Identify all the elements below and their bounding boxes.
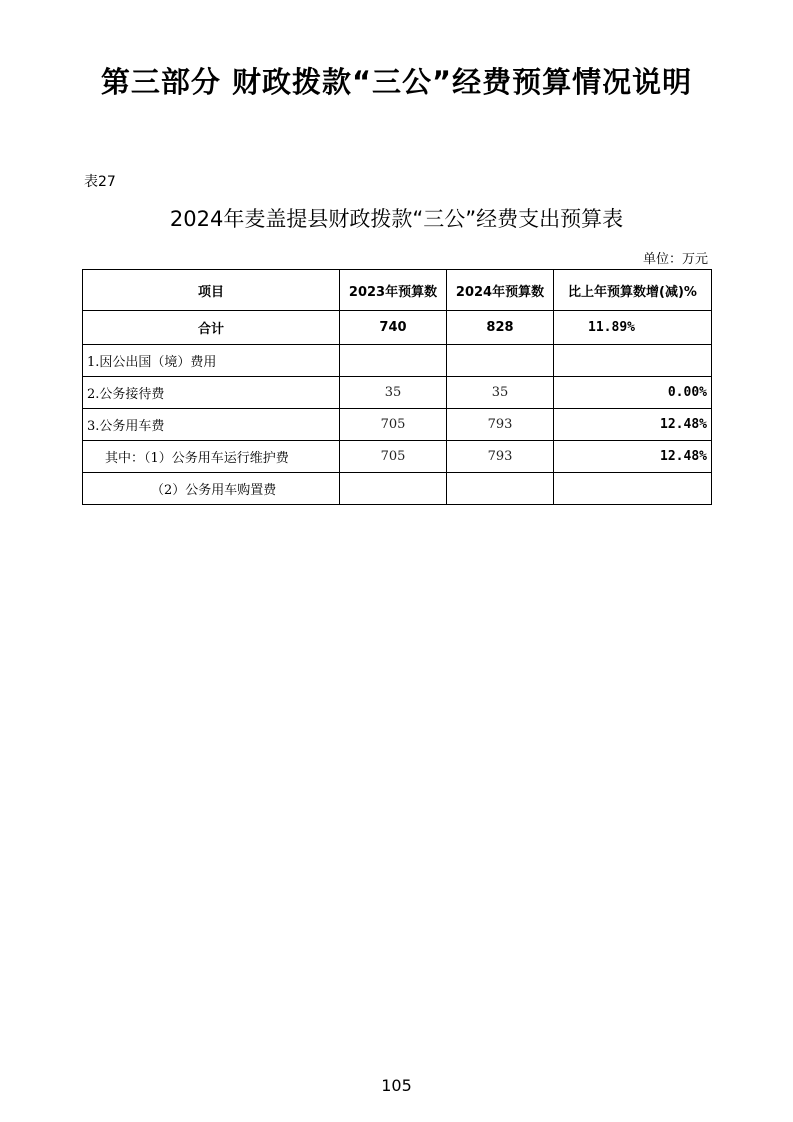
row-2024 <box>447 473 554 505</box>
row-name: 3.公务用车费 <box>83 409 340 441</box>
budget-table <box>82 269 712 505</box>
row-2024: 35 <box>447 377 554 409</box>
page-number: 105 <box>381 1076 412 1095</box>
total-change: 11.89% <box>554 311 712 345</box>
total-row <box>83 311 712 345</box>
table-header-row <box>83 270 712 311</box>
row-2023 <box>340 473 447 505</box>
row-name: 其中：（1）公务用车运行维护费 <box>83 441 340 473</box>
header-change: 比上年预算数增(减)% <box>554 270 712 311</box>
row-2023: 705 <box>340 441 447 473</box>
table-row <box>83 409 712 441</box>
row-change <box>554 473 712 505</box>
table-row <box>83 345 712 377</box>
row-2024: 793 <box>447 441 554 473</box>
row-2024: 793 <box>447 409 554 441</box>
row-name: 1.因公出国（境）费用 <box>83 345 340 377</box>
part-title: 第三部分 财政拨款“三公”经费预算情况说明 <box>100 65 693 99</box>
row-change: 12.48% <box>554 409 712 441</box>
total-label: 合计 <box>83 311 340 345</box>
table-title: 2024年麦盖提县财政拨款“三公”经费支出预算表 <box>169 207 624 231</box>
table-row <box>83 441 712 473</box>
table-number: 表27 <box>84 174 116 190</box>
table-row <box>83 473 712 505</box>
row-2023 <box>340 345 447 377</box>
row-name: （2）公务用车购置费 <box>83 473 340 505</box>
row-2024 <box>447 345 554 377</box>
row-2023: 705 <box>340 409 447 441</box>
row-2023: 35 <box>340 377 447 409</box>
row-change <box>554 345 712 377</box>
row-change: 0.00% <box>554 377 712 409</box>
table-row <box>83 377 712 409</box>
header-2024: 2024年预算数 <box>447 270 554 311</box>
total-2024: 828 <box>447 311 554 345</box>
header-2023: 2023年预算数 <box>340 270 447 311</box>
unit-label: 单位：万元 <box>642 252 708 267</box>
row-name: 2.公务接待费 <box>83 377 340 409</box>
header-item: 项目 <box>83 270 340 311</box>
total-2023: 740 <box>340 311 447 345</box>
row-change: 12.48% <box>554 441 712 473</box>
